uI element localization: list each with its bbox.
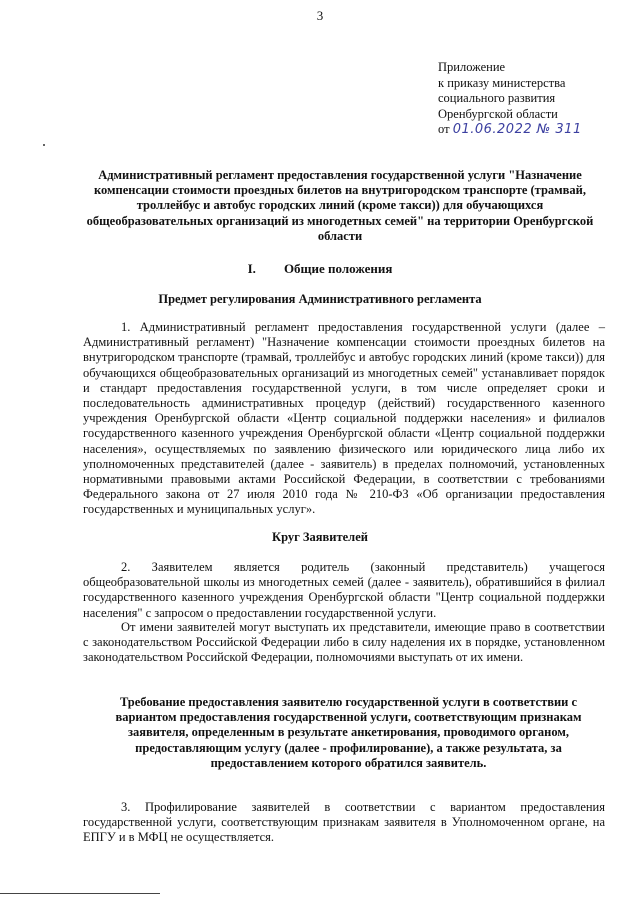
document-title: Административный регламент предоставления государственной услуги "Назначение компенсации стоимости проездных билетов на внутригородском транспорте (трамвай, троллейбус и автобус городских линий (кроме такси)) для обучающихся общеобразовательных организаций из многодетных семей" на территории Оренбургской области [86, 168, 594, 243]
page-number: 3 [316, 8, 324, 23]
appendix-line: к приказу министерства [438, 75, 566, 90]
appendix-line: социального развития [438, 91, 556, 105]
section-heading [0, 261, 640, 277]
stray-dot [43, 144, 45, 146]
paragraph-3: От имени заявителей могут выступать их представители, имеющие право в соответствии с законодательством Российской Федерации либо в силу наделения их в порядке, установленном законодательством Российской Федерации, полномочиями выступать от их имени. [83, 620, 605, 665]
paragraph-4: 3. Профилирование заявителей в соответствии с вариантом предоставления государственной услуги, соответствующим признакам заявителя в Уполномоченном органе, на ЕПГУ и в МФЦ не осуществляется. [83, 800, 605, 845]
appendix-block [438, 60, 628, 138]
appendix-date-prefix: от [438, 122, 450, 136]
profiling-heading: Требование предоставления заявителю государственной услуги в соответствии с вариантом предоставления государственной услуги, соответствующим признакам заявителя, определенным в результате анкетирования, проводимого органом, предоставляющим услугу (далее - профилирование), а также результата, за предоставлением которого обратился заявитель. [115, 695, 582, 770]
footnote-divider [0, 893, 160, 894]
handwritten-date: 01.06.2022 № 311 [452, 122, 582, 137]
section-title: Общие положения [283, 261, 393, 276]
appendix-line: Оренбургской области [438, 106, 558, 121]
subheading-subject: Предмет регулирования Административного регламента [158, 292, 482, 306]
appendix-date-line [438, 122, 628, 138]
appendix-line: Приложение [438, 60, 506, 74]
section-number: I. [247, 261, 256, 276]
paragraph-2: 2. Заявителем является родитель (законный представитель) учащегося общеобразовательной школы из многодетных семей (далее - заявитель), обратившийся в филиал государственного казенного учреждения Оренбургской области "Центр социальной поддержки населения" с запросом о предоставлении государственной услуги. [83, 560, 605, 620]
paragraph-1: 1. Административный регламент предоставления государственной услуги (далее – Административный регламент) "Назначение компенсации стоимости проездных билетов на внутригородском транспорте (трамвай, троллейбус и автобус городских линий (кроме такси)) для обучающихся общеобразовательных организаций из многодетных семей" устанавливает порядок и стандарт предоставления государственной услуги, в том числе определяет сроки и последовательность административных процедур (действий) государственного казенного учреждения Оренбургской области «Центр социальной поддержки населения» и филиалов государственного казенного учреждения Оренбургской области «Центр социальной поддержки населения», осуществляемых по заявлению физического или юридического лица либо их уполномоченных представителей (далее - заявитель) в пределах полномочий, установленных нормативными правовыми актами Российской Федерации, в соответствии с требованиями Федерального закона от 27 июля 2010 года № 210-ФЗ «Об организации предоставления государственных и муниципальных услуг». [83, 320, 605, 517]
subheading-applicants: Круг Заявителей [272, 530, 368, 544]
